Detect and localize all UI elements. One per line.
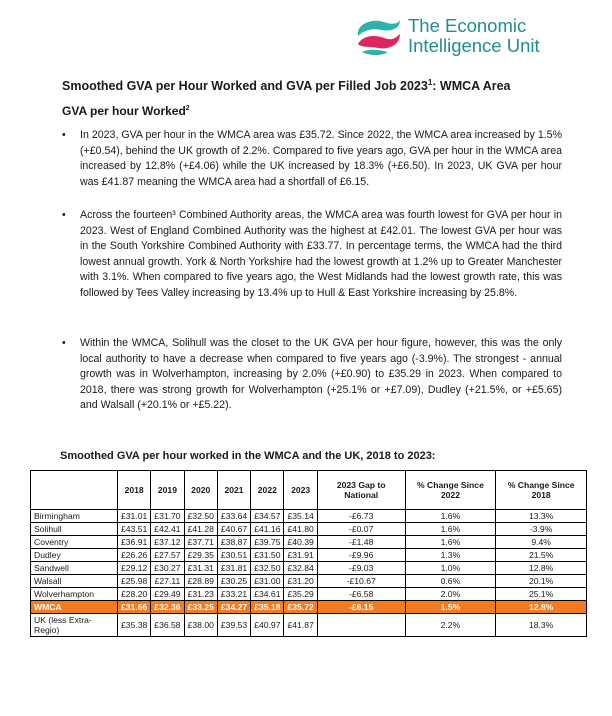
- table-cell: £33.64: [217, 510, 250, 523]
- header-cell: [31, 471, 118, 510]
- table-cell: £41.16: [251, 523, 284, 536]
- table-cell: £25.98: [118, 575, 151, 588]
- table-cell: 9.4%: [496, 536, 587, 549]
- table-cell: £39.53: [217, 614, 250, 637]
- logo-line-1: The Economic: [408, 15, 527, 36]
- gva-table: [30, 470, 587, 637]
- section-heading: [62, 104, 190, 118]
- table-cell: £29.35: [184, 549, 217, 562]
- table-cell: -£6.58: [317, 588, 405, 601]
- row-label: WMCA: [31, 601, 118, 614]
- header-cell: 2022: [251, 471, 284, 510]
- table-cell: [317, 614, 405, 637]
- table-cell: £41.28: [184, 523, 217, 536]
- table-cell: £28.89: [184, 575, 217, 588]
- table-cell: £41.87: [284, 614, 317, 637]
- table-row: [31, 575, 587, 588]
- table-cell: £41.80: [284, 523, 317, 536]
- table-cell: £30.27: [151, 562, 184, 575]
- table-row: [31, 523, 587, 536]
- table-row: [31, 536, 587, 549]
- bullet-item-3: [62, 336, 562, 414]
- section-footnote: 2: [185, 105, 190, 112]
- table-cell: 20.1%: [496, 575, 587, 588]
- header-cell: 2023: [284, 471, 317, 510]
- table-cell: £37.71: [184, 536, 217, 549]
- table-cell: 21.5%: [496, 549, 587, 562]
- table-cell: 1.5%: [405, 601, 496, 614]
- table-cell: £35.14: [284, 510, 317, 523]
- table-header-row: [31, 471, 587, 510]
- table-cell: 1.3%: [405, 549, 496, 562]
- table-cell: £31.00: [251, 575, 284, 588]
- table-cell: £36.58: [151, 614, 184, 637]
- row-label: Coventry: [31, 536, 118, 549]
- table-cell: £39.75: [251, 536, 284, 549]
- table-cell: 25.1%: [496, 588, 587, 601]
- table-cell: 12.8%: [496, 601, 587, 614]
- logo: [352, 14, 602, 58]
- title-footnote: 1: [427, 78, 433, 87]
- table-cell: 1.0%: [405, 562, 496, 575]
- logo-line-2: Intelligence Unit: [408, 35, 540, 56]
- header-cell: 2020: [184, 471, 217, 510]
- table-cell: £31.81: [217, 562, 250, 575]
- table-cell: 12.8%: [496, 562, 587, 575]
- table-cell: £27.57: [151, 549, 184, 562]
- table-row: [31, 510, 587, 523]
- table-cell: £32.36: [151, 601, 184, 614]
- table-cell: -£6.15: [317, 601, 405, 614]
- table-cell: £29.12: [118, 562, 151, 575]
- table-cell: £30.51: [217, 549, 250, 562]
- table-cell: 2.2%: [405, 614, 496, 637]
- table-cell: £31.23: [184, 588, 217, 601]
- table-cell: £31.70: [151, 510, 184, 523]
- table-cell: 1.6%: [405, 536, 496, 549]
- table-cell: £35.38: [118, 614, 151, 637]
- table-cell: £31.66: [118, 601, 151, 614]
- bullet-text: In 2023, GVA per hour in the WMCA area was £35.72. Since 2022, the WMCA area increased by 1.5% (+£0.54), behind the UK growth of 2.2%. Compared to five years ago, GVA per hour in the WMCA area increased by 12.8% (+£4.06) while the UK increased by 18.3% (+£6.50). In 2023, UK GVA per hour was £41.87 meaning the WMCA area had a shortfall of £6.15.: [80, 129, 562, 188]
- table-cell: £42.41: [151, 523, 184, 536]
- row-label: Birmingham: [31, 510, 118, 523]
- table-cell: 13.3%: [496, 510, 587, 523]
- row-label: Walsall: [31, 575, 118, 588]
- row-label: Wolverhampton: [31, 588, 118, 601]
- table-row: [31, 562, 587, 575]
- table-caption: Smoothed GVA per hour worked in the WMCA and the UK, 2018 to 2023:: [60, 450, 436, 462]
- table-cell: £34.57: [251, 510, 284, 523]
- table-cell: £36.91: [118, 536, 151, 549]
- header-cell: 2018: [118, 471, 151, 510]
- table-cell: £40.39: [284, 536, 317, 549]
- table-cell: £35.72: [284, 601, 317, 614]
- table-cell: £34.61: [251, 588, 284, 601]
- table-body: [31, 510, 587, 637]
- table-cell: -£6.73: [317, 510, 405, 523]
- table-cell: £33.25: [184, 601, 217, 614]
- table-cell: -£9.03: [317, 562, 405, 575]
- header-cell: 2019: [151, 471, 184, 510]
- table-cell: £38.00: [184, 614, 217, 637]
- table-cell: £31.91: [284, 549, 317, 562]
- table-cell: -£9.96: [317, 549, 405, 562]
- bullet-item-1: [62, 128, 562, 190]
- table-cell: £34.27: [217, 601, 250, 614]
- table-cell: £28.20: [118, 588, 151, 601]
- table-cell: £26.26: [118, 549, 151, 562]
- header-cell: 2023 Gap to National: [317, 471, 405, 510]
- table-cell: -£10.67: [317, 575, 405, 588]
- bullet-dot-icon: •: [62, 129, 66, 141]
- table-cell: £31.31: [184, 562, 217, 575]
- table-row-wmca: [31, 601, 587, 614]
- row-label: UK (less Extra-Regio): [31, 614, 118, 637]
- header-cell: 2021: [217, 471, 250, 510]
- table-cell: £40.67: [217, 523, 250, 536]
- table-cell: £30.25: [217, 575, 250, 588]
- row-label: Dudley: [31, 549, 118, 562]
- table-cell: £40.97: [251, 614, 284, 637]
- table-cell: £43.51: [118, 523, 151, 536]
- header-cell: % Change Since 2018: [496, 471, 587, 510]
- table-row: [31, 588, 587, 601]
- table-cell: £31.20: [284, 575, 317, 588]
- table-cell: £38.87: [217, 536, 250, 549]
- logo-mark-icon: [352, 14, 404, 58]
- table-cell: £37.12: [151, 536, 184, 549]
- table-cell: 18.3%: [496, 614, 587, 637]
- logo-text: [408, 16, 540, 56]
- bullet-item-2: [62, 208, 562, 302]
- table-cell: 1.6%: [405, 510, 496, 523]
- bullet-text: Across the fourteen³ Combined Authority areas, the WMCA area was fourth lowest for GVA per hour in 2023. West of England Combined Authority was the highest at £42.01. The lowest GVA per hour was in the South Yorkshire Combined Authority with £33.77. In percentage terms, the WMCA had the third lowest annual growth. York & North Yorkshire had the lowest growth at 1.2% up to Greater Manchester with 3.1%. When compared to five years ago, the West Midlands had the lowest growth rate, this was followed by Tees Valley increasing by 13.4% up to Hull & East Yorkshire increasing by 25.8%.: [80, 209, 562, 299]
- section-heading-text: GVA per hour Worked: [62, 104, 186, 118]
- bullet-dot-icon: •: [62, 337, 66, 349]
- bullet-dot-icon: •: [62, 209, 66, 221]
- row-label: Solihull: [31, 523, 118, 536]
- table-cell: 2.0%: [405, 588, 496, 601]
- table-cell: £35.18: [251, 601, 284, 614]
- table-cell: £31.01: [118, 510, 151, 523]
- table-cell: £32.50: [251, 562, 284, 575]
- table-cell: -£0.07: [317, 523, 405, 536]
- table-cell: £27.11: [151, 575, 184, 588]
- header-cell: % Change Since 2022: [405, 471, 496, 510]
- table-cell: £29.49: [151, 588, 184, 601]
- row-label: Sandwell: [31, 562, 118, 575]
- table-cell: £35.29: [284, 588, 317, 601]
- table-row-uk: [31, 614, 587, 637]
- bullet-text: Within the WMCA, Solihull was the closet to the UK GVA per hour figure, however, this was the only local authority to have a decrease when compared to five years ago (-3.9%). The strongest - annual growth was in Wolverhampton, increasing by 2.0% (+£0.90) to £35.29 in 2023. When compared to 2018, there was strong growth for Wolverhampton (+25.1% or +£7.09), Dudley (+21.5%, or +£5.65) and Walsall (+20.1% or +£5.22).: [80, 337, 562, 412]
- table-cell: -£1.48: [317, 536, 405, 549]
- table-cell: £32.84: [284, 562, 317, 575]
- table-cell: -3.9%: [496, 523, 587, 536]
- table-cell: £33.21: [217, 588, 250, 601]
- table-cell: £31.50: [251, 549, 284, 562]
- table-cell: £32.50: [184, 510, 217, 523]
- table-cell: 1.6%: [405, 523, 496, 536]
- table-row: [31, 549, 587, 562]
- title-suffix: : WMCA Area: [432, 79, 511, 94]
- page-title: [62, 78, 562, 93]
- table-cell: 0.6%: [405, 575, 496, 588]
- title-text: Smoothed GVA per Hour Worked and GVA per Filled Job 2023: [62, 79, 428, 94]
